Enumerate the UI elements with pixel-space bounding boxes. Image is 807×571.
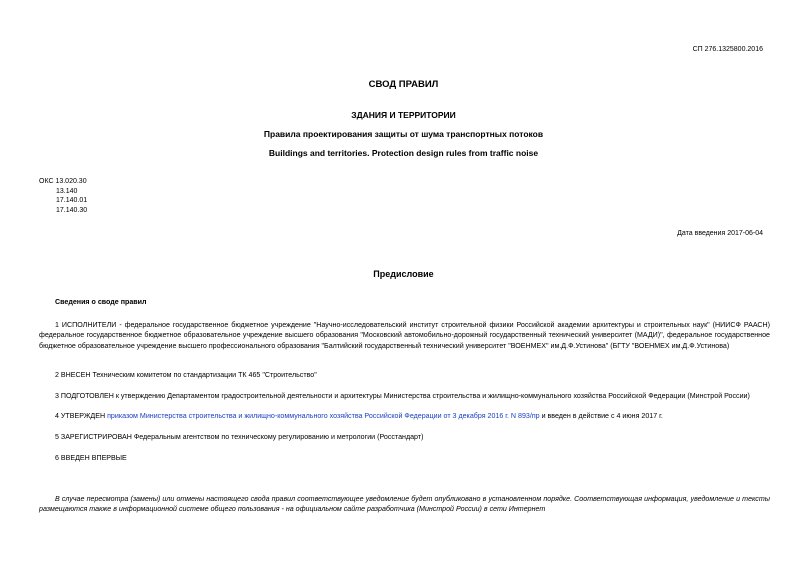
classification-code: 17.140.01	[56, 197, 88, 205]
item-text: Техническим комитетом по стандартизации ТК 465 "Строительство"	[90, 371, 317, 379]
item-lead: 3 ПОДГОТОВЛЕН	[55, 392, 114, 400]
foreword-item-1	[39, 320, 770, 351]
classification-code: 17.140.30	[56, 206, 88, 214]
foreword-item-4	[39, 411, 770, 421]
item-text: к утверждению Департаментом градостроительной деятельности и архитектуры Министерства строительства и жилищно-коммунального хозяйства Российской Федерации (Минстрой России)	[113, 392, 750, 400]
foreword-item-3	[39, 391, 770, 401]
foreword-subheading: Сведения о своде правил	[55, 298, 147, 306]
item-lead: 1 ИСПОЛНИТЕЛИ	[55, 321, 117, 329]
effective-date: Дата введения 2017-06-04	[677, 230, 763, 237]
classification-codes	[39, 177, 87, 216]
classification-label: ОКС	[39, 178, 54, 185]
item-text: - федеральное государственное бюджетное учреждение "Научно-исследовательский институт строительной физики Российской академии архитектуры и строительных наук" (НИИСФ РААСН) федеральное государственное бюджетное образовательное учреждение высшего образования "Московский автомобильно-дорожный государственный технический университет (МАДИ)", федеральное государственное бюджетное образовательное учреждение высшего профессионального образования "Балтийский государственный технический университет "ВОЕНМЕХ" им.Д.Ф.Устинова" (БГТУ "ВОЕНМЕХ им.Д.Ф.Устинова)	[39, 321, 770, 350]
document-subject-title: ЗДАНИЯ И ТЕРРИТОРИИ	[351, 110, 456, 120]
foreword-item-6: 6 ВВЕДЕН ВПЕРВЫЕ	[55, 454, 127, 462]
item-text: Федеральным агентством по техническому регулированию и метрологии (Росстандарт)	[131, 433, 424, 441]
foreword-item-5	[39, 432, 770, 442]
item-lead: 2 ВНЕСЕН	[55, 371, 91, 379]
item-lead: 5 ЗАРЕГИСТРИРОВАН	[55, 433, 132, 441]
order-link[interactable]: приказом Министерства строительства и жилищно-коммунального хозяйства Российской Федерации от 3 декабря 2016 г. N 893/пр	[105, 412, 540, 420]
classification-code: 13.020.30	[55, 178, 87, 185]
document-code: СП 276.1325800.2016	[692, 46, 763, 53]
item-lead: 4 УТВЕРЖДЕН	[55, 412, 106, 420]
classification-code: 13.140	[56, 187, 78, 195]
classification-first-line	[39, 177, 87, 187]
document-type-title: СВОД ПРАВИЛ	[368, 79, 439, 90]
item-text: и введен в действие с 4 июня 2017 г.	[539, 412, 663, 420]
rules-title-ru: Правила проектирования защиты от шума транспортных потоков	[263, 129, 544, 139]
foreword-item-2	[39, 370, 770, 380]
revision-notice: В случае пересмотра (замены) или отмены настоящего свода правил соответствующее уведомление будет опубликовано в установленном порядке. Соответствующая информация, уведомление и тексты размещаются также в информационной системе общего пользования - на официальном сайте разработчика (Минстрой России) в сети Интернет	[39, 495, 770, 514]
rules-title-en: Buildings and territories. Protection design rules from traffic noise	[268, 148, 539, 158]
foreword-heading: Предисловие	[373, 269, 434, 279]
